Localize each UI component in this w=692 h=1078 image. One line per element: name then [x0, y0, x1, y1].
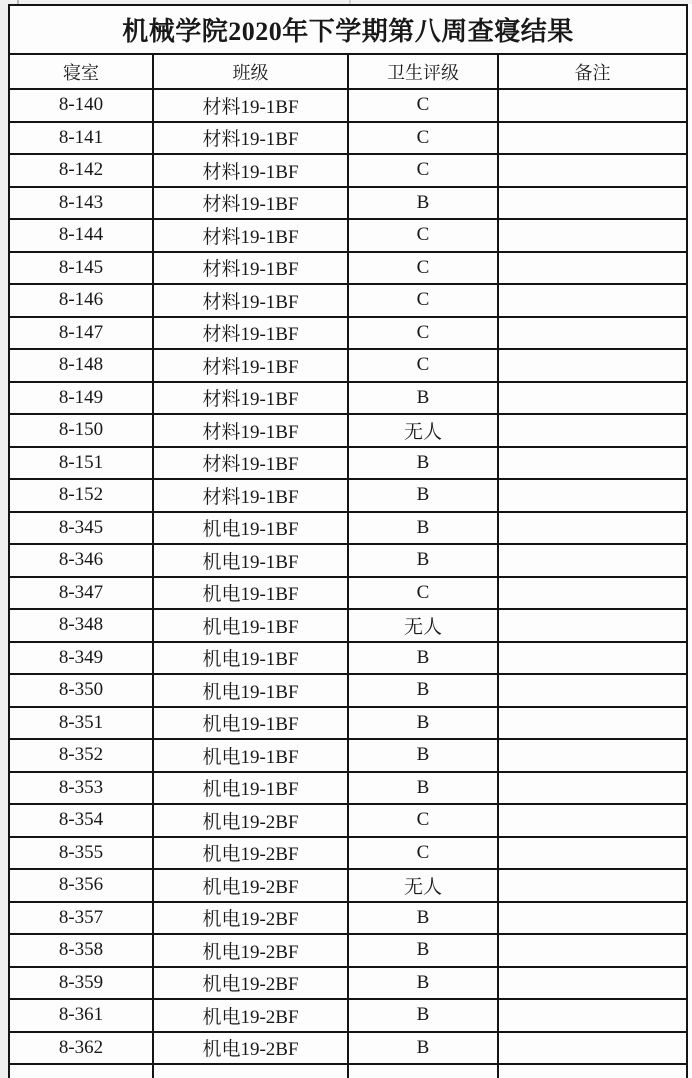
room-cell: 8-143 — [9, 187, 153, 220]
rating-cell: C — [348, 252, 498, 285]
class-cell: 材料19-1BF — [153, 284, 348, 317]
remark-cell — [498, 284, 687, 317]
table-row — [9, 349, 687, 382]
rating-cell: B — [348, 934, 498, 967]
room-cell: 8-361 — [9, 999, 153, 1032]
rating-cell: C — [348, 284, 498, 317]
room-cell: 8-356 — [9, 869, 153, 902]
remark-cell — [498, 447, 687, 480]
room-cell: 8-145 — [9, 252, 153, 285]
table-body — [9, 89, 687, 1078]
rating-cell: B — [348, 187, 498, 220]
class-cell: 材料19-1BF — [153, 122, 348, 155]
table-row — [9, 577, 687, 610]
table-row — [9, 317, 687, 350]
remark-cell — [498, 187, 687, 220]
table-row — [9, 382, 687, 415]
rating-cell: 无人 — [348, 414, 498, 447]
remark-cell — [498, 707, 687, 740]
table-row — [9, 934, 687, 967]
class-cell: 机电19-1BF — [153, 739, 348, 772]
remark-cell — [498, 512, 687, 545]
table-row — [9, 187, 687, 220]
table-row — [9, 447, 687, 480]
rating-cell: B — [348, 512, 498, 545]
rating-cell: C — [348, 219, 498, 252]
table-row — [9, 122, 687, 155]
remark-cell — [498, 934, 687, 967]
table-row — [9, 674, 687, 707]
room-cell: 8-140 — [9, 89, 153, 122]
rating-cell: B — [348, 447, 498, 480]
table-row — [9, 219, 687, 252]
class-cell: 材料19-1BF — [153, 414, 348, 447]
rating-cell: C — [348, 804, 498, 837]
class-cell: 机电19-1BF — [153, 512, 348, 545]
table-row — [9, 772, 687, 805]
room-cell: 8-150 — [9, 414, 153, 447]
class-cell — [153, 1064, 348, 1078]
remark-cell — [498, 609, 687, 642]
table-row — [9, 1032, 687, 1065]
remark-cell — [498, 999, 687, 1032]
class-cell: 机电19-1BF — [153, 642, 348, 675]
table-row — [9, 869, 687, 902]
class-cell: 机电19-2BF — [153, 934, 348, 967]
table-row — [9, 1064, 687, 1078]
table-row — [9, 512, 687, 545]
table-row — [9, 479, 687, 512]
column-header-rating: 卫生评级 — [348, 54, 498, 89]
column-header-remark: 备注 — [498, 54, 687, 89]
room-cell: 8-142 — [9, 154, 153, 187]
rating-cell: C — [348, 89, 498, 122]
rating-cell: B — [348, 967, 498, 1000]
class-cell: 机电19-1BF — [153, 772, 348, 805]
class-cell: 机电19-2BF — [153, 902, 348, 935]
table-header-row — [9, 54, 687, 89]
class-cell: 材料19-1BF — [153, 317, 348, 350]
table-row — [9, 837, 687, 870]
dorm-check-table — [8, 4, 688, 1078]
rating-cell: C — [348, 349, 498, 382]
class-cell: 机电19-2BF — [153, 1032, 348, 1065]
room-cell: 8-350 — [9, 674, 153, 707]
remark-cell — [498, 544, 687, 577]
remark-cell — [498, 154, 687, 187]
rating-cell: C — [348, 317, 498, 350]
room-cell: 8-348 — [9, 609, 153, 642]
room-cell: 8-354 — [9, 804, 153, 837]
table-row — [9, 414, 687, 447]
room-cell: 8-149 — [9, 382, 153, 415]
rating-cell — [348, 1064, 498, 1078]
rating-cell: B — [348, 999, 498, 1032]
rating-cell: B — [348, 1032, 498, 1065]
class-cell: 机电19-2BF — [153, 869, 348, 902]
room-cell: 8-349 — [9, 642, 153, 675]
rating-cell: C — [348, 577, 498, 610]
class-cell: 机电19-2BF — [153, 967, 348, 1000]
remark-cell — [498, 902, 687, 935]
table-row — [9, 284, 687, 317]
table-row — [9, 902, 687, 935]
page-title: 机械学院2020年下学期第八周查寝结果 — [9, 5, 687, 54]
room-cell: 8-346 — [9, 544, 153, 577]
room-cell: 8-144 — [9, 219, 153, 252]
remark-cell — [498, 219, 687, 252]
class-cell: 材料19-1BF — [153, 382, 348, 415]
remark-cell — [498, 837, 687, 870]
remark-cell — [498, 772, 687, 805]
remark-cell — [498, 382, 687, 415]
room-cell: 8-345 — [9, 512, 153, 545]
rating-cell: 无人 — [348, 609, 498, 642]
remark-cell — [498, 317, 687, 350]
rating-cell: B — [348, 674, 498, 707]
column-header-class: 班级 — [153, 54, 348, 89]
table-row — [9, 154, 687, 187]
class-cell: 机电19-2BF — [153, 837, 348, 870]
remark-cell — [498, 739, 687, 772]
room-cell: 8-148 — [9, 349, 153, 382]
remark-cell — [498, 804, 687, 837]
rating-cell: 无人 — [348, 869, 498, 902]
room-cell: 8-146 — [9, 284, 153, 317]
remark-cell — [498, 414, 687, 447]
remark-cell — [498, 674, 687, 707]
room-cell: 8-347 — [9, 577, 153, 610]
room-cell: 8-351 — [9, 707, 153, 740]
class-cell: 机电19-1BF — [153, 674, 348, 707]
rating-cell: C — [348, 122, 498, 155]
class-cell: 机电19-1BF — [153, 609, 348, 642]
rating-cell: B — [348, 739, 498, 772]
table-row — [9, 609, 687, 642]
room-cell: 8-352 — [9, 739, 153, 772]
table-row — [9, 252, 687, 285]
room-cell: 8-357 — [9, 902, 153, 935]
remark-cell — [498, 479, 687, 512]
rating-cell: B — [348, 479, 498, 512]
rating-cell: B — [348, 382, 498, 415]
class-cell: 材料19-1BF — [153, 252, 348, 285]
room-cell: 8-355 — [9, 837, 153, 870]
remark-cell — [498, 967, 687, 1000]
remark-cell — [498, 1064, 687, 1078]
table-row — [9, 999, 687, 1032]
room-cell: 8-152 — [9, 479, 153, 512]
room-cell: 8-359 — [9, 967, 153, 1000]
room-cell — [9, 1064, 153, 1078]
class-cell: 机电19-1BF — [153, 577, 348, 610]
table-row — [9, 89, 687, 122]
room-cell: 8-358 — [9, 934, 153, 967]
room-cell: 8-151 — [9, 447, 153, 480]
table-row — [9, 967, 687, 1000]
class-cell: 机电19-1BF — [153, 707, 348, 740]
remark-cell — [498, 642, 687, 675]
room-cell: 8-353 — [9, 772, 153, 805]
remark-cell — [498, 577, 687, 610]
class-cell: 机电19-1BF — [153, 544, 348, 577]
room-cell: 8-147 — [9, 317, 153, 350]
room-cell: 8-141 — [9, 122, 153, 155]
rating-cell: C — [348, 837, 498, 870]
class-cell: 材料19-1BF — [153, 447, 348, 480]
rating-cell: B — [348, 544, 498, 577]
class-cell: 材料19-1BF — [153, 349, 348, 382]
rating-cell: B — [348, 642, 498, 675]
rating-cell: C — [348, 154, 498, 187]
rating-cell: B — [348, 902, 498, 935]
table-row — [9, 707, 687, 740]
class-cell: 机电19-2BF — [153, 804, 348, 837]
rating-cell: B — [348, 772, 498, 805]
table-row — [9, 544, 687, 577]
class-cell: 材料19-1BF — [153, 187, 348, 220]
room-cell: 8-362 — [9, 1032, 153, 1065]
class-cell: 机电19-2BF — [153, 999, 348, 1032]
remark-cell — [498, 122, 687, 155]
table-row — [9, 739, 687, 772]
table-row — [9, 804, 687, 837]
class-cell: 材料19-1BF — [153, 154, 348, 187]
remark-cell — [498, 869, 687, 902]
remark-cell — [498, 1032, 687, 1065]
class-cell: 材料19-1BF — [153, 479, 348, 512]
table-title-row — [9, 5, 687, 54]
remark-cell — [498, 349, 687, 382]
class-cell: 材料19-1BF — [153, 89, 348, 122]
remark-cell — [498, 252, 687, 285]
table-row — [9, 642, 687, 675]
rating-cell: B — [348, 707, 498, 740]
class-cell: 材料19-1BF — [153, 219, 348, 252]
remark-cell — [498, 89, 687, 122]
column-header-room: 寝室 — [9, 54, 153, 89]
left-margin-strip — [0, 4, 8, 1078]
